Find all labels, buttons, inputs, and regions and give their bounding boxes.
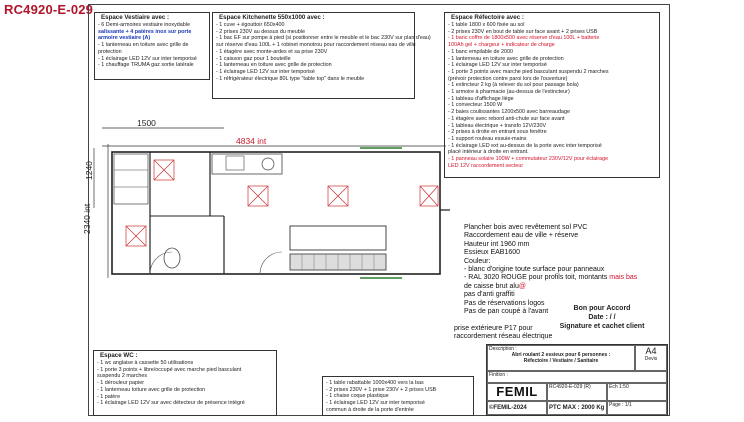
spec-line: - 1 convecteur 1500 W: [448, 102, 503, 109]
refectoire-spec-box: [444, 12, 660, 178]
spec-line: - 1 table rabattable 1000x400 vers la bas: [326, 380, 424, 386]
document-id: RC4920-E-029: [4, 2, 94, 17]
spec-line: - 6 Demi-armoires vestiaire inoxydable: [98, 22, 190, 28]
spec-line: - 1 extincteur 2 kg (à relever du sol pour passage bola): [448, 82, 579, 89]
spec-line: - 2 baies coulissantes 1200x500 avec barreaudage: [448, 109, 570, 116]
construction-note-line: Pas de pan coupé à l'avant: [464, 308, 549, 316]
construction-note-line: Essieux EAB1600: [464, 249, 521, 257]
prise-exterieure-note: [454, 325, 552, 342]
spec-line: - 1 chauffage TRUMA gaz sortie latérale: [98, 62, 194, 69]
spec-line: - 1 dérouleur papier: [97, 380, 145, 387]
description-text: Abri roulant 2 essieux pour 6 personnes :: [511, 352, 611, 358]
prise-note-line-2: raccordement réseau électrique: [454, 333, 553, 341]
spec-line: - 1 bac EF sur pompe à pied (si positionner entre le meuble et le bac 230V sur plan d'eau): [216, 35, 431, 42]
locker-block: [114, 154, 148, 204]
wc-spec-box: [93, 350, 277, 416]
vestiaire-spec-box: [94, 12, 210, 80]
dim-2340: 2340 int: [82, 203, 92, 234]
spec-line: - 2 prises 230V au dessus du meuble: [216, 28, 305, 35]
spec-line: - 1 panneau solaire 100W + commutateur 230V/12V pour éclairage: [448, 156, 609, 163]
spec-line: - 1 chaise coque plastique: [326, 393, 389, 400]
ptc-cell: PTC MAX : 2000 Kg: [547, 401, 607, 415]
wc-toilet: [164, 248, 180, 268]
refectoire-lines: [445, 22, 659, 169]
spec-line: - 1 éclairage LED ext au-dessus de la porte avec inter temporisé: [448, 142, 602, 149]
spec-line: sur réserve d'eau 100L + 1 robinet monotrou pour raccordement réseau eau de ville: [216, 42, 416, 49]
spec-line: - 1 tableau électrique + transfo 12V/230V: [448, 122, 547, 129]
spec-line: - 1 lanterneau en toiture avec grille de protection: [216, 62, 332, 69]
signature-line-1: Bon pour Accord: [573, 305, 631, 312]
spec-line: suspendu 2 marches: [97, 373, 148, 380]
femil-logo: FEMIL: [487, 383, 547, 401]
spec-line: - 1 éclairage LED 12V sur inter temporisé: [448, 62, 547, 69]
spec-line: - 1 banc coffre de 1800x500 avec réserve d'eau 100L + batterie: [448, 35, 600, 42]
vestiaire-lines: [95, 22, 209, 69]
signature-line-3: Signature et cachet client: [559, 323, 645, 330]
construction-note-line: Raccordement eau de ville + réserve: [464, 232, 579, 240]
spec-line: salissante + 4 patères inox sur porte: [98, 28, 192, 35]
construction-note-line: Plancher bois avec revêtement sol PVC: [464, 224, 588, 231]
spec-line: placé intérieur à droite en entrant.: [448, 149, 529, 156]
construction-note-line: Hauteur int 1960 mm: [464, 240, 530, 248]
spec-line: protection: [98, 48, 122, 55]
construction-note-line: Couleur:: [464, 257, 491, 265]
spec-line: armoire vestiaire (A): [98, 35, 151, 42]
bottom-lines: [323, 380, 473, 414]
copyright: ©FEMIL-2024: [487, 401, 547, 415]
spec-line: - 1 tableau d'affichage liège: [448, 95, 514, 102]
spec-line: (prévoir protection contre paroi lors de l'ouverture): [448, 75, 568, 82]
signature-block: [559, 304, 645, 344]
refectoire-bottom-box: [322, 376, 474, 416]
spec-line: - 1 étagère avec monte-ardes et sa prise 230V: [216, 48, 328, 55]
spec-line: - 1 éclairage LED 12V sur inter temporisé: [98, 55, 197, 62]
spec-line: commun à droite de la porte d'entrée: [326, 406, 414, 413]
refectoire-table: [290, 226, 386, 250]
spec-line: - 1 banc empilable de 2000: [448, 48, 514, 55]
spec-line: LED 12V raccordement secteur: [448, 162, 524, 169]
title-block: [486, 344, 668, 416]
finition-cell: [487, 371, 667, 383]
kitchenette-title: Espace Kitchenette 550x1000 avec :: [219, 14, 325, 21]
spec-line: - 1 lanterneau toiture avec grille de protection: [97, 386, 206, 393]
kitchenette-lines: [213, 22, 431, 82]
spec-line: - 1 caisson gaz pour 1 bouteille: [216, 55, 291, 62]
prise-note-line-1: prise extérieure P17 pour: [454, 325, 533, 332]
trailer-shell: [112, 152, 440, 274]
spec-line: - 2 prises 230V + 1 prise 230V + 2 prises USB: [326, 386, 437, 393]
spec-line: - 1 patère: [97, 393, 121, 400]
ref-value: RC4920-E-029 (R): [549, 384, 591, 390]
ref-cell: [547, 383, 607, 401]
construction-note-line: pas d'anti graffiti: [464, 291, 515, 299]
dim-1240: 1240: [84, 161, 94, 180]
kitchenette-spec-box: [212, 12, 431, 99]
kitchen-counter: [212, 154, 282, 174]
description-text-2: Réfectoire / Vestiaire / Sanitaire: [523, 358, 599, 364]
sink: [262, 158, 274, 170]
refectoire-title: Espace Réfectoire avec :: [451, 14, 524, 21]
dim-4834: 4834 int: [236, 136, 267, 146]
dim-1500: 1500: [137, 118, 156, 128]
page-cell: Page : 1/1: [607, 401, 667, 415]
description-label: Description :: [489, 346, 517, 352]
wc-door-swing: [150, 252, 172, 274]
format-value: A4: [645, 346, 657, 356]
spec-line: 100Ah gel + chargeur + indicateur de charge: [448, 42, 555, 49]
finition-label: Finition :: [489, 372, 508, 378]
description-cell: [487, 345, 635, 371]
spec-line: - 2 prises 230V en bout de table sur face avant + 2 prises USB: [448, 28, 598, 35]
vestiaire-title: Espace Vestiaire avec :: [101, 14, 170, 21]
spec-line: - 1 éclairage LED 12V sur avec détecteur de présence intégré: [97, 400, 245, 407]
spec-line: - 1 table 1800 x 600 fixée au sol: [448, 22, 525, 28]
spec-line: - 1 porte 3 points + libre/occupé avec marche pied basculant: [97, 366, 242, 373]
signature-line-2: Date : / /: [588, 314, 616, 321]
echelle-cell: Ech 1:50: [607, 383, 667, 401]
spec-line: - 1 cuve + égouttoir 650x400: [216, 22, 285, 28]
floor-plan: [90, 108, 450, 356]
spec-line: - 1 étagère avec rebord anti-chute sur face avant: [448, 115, 565, 122]
spec-line: - 1 armoire à pharmacie (au-dessus de l'extincteur): [448, 89, 570, 96]
construction-note-line: - blanc d'origine toute surface pour panneaux: [464, 266, 605, 274]
devis-label: Devis: [644, 356, 658, 362]
spec-line: - 2 prises à droite en entrant sous fenêtre: [448, 129, 547, 136]
wc-title: Espace WC :: [100, 352, 138, 359]
spec-line: - 1 éclairage LED 12V sur inter temporisé: [326, 400, 425, 407]
construction-note-line: - RAL 3020 ROUGE pour profils toit, montants mais bas: [464, 274, 638, 282]
spec-line: - 1 lanterneau en toiture avec grille de: [98, 42, 189, 49]
spec-line: - 1 porte 3 points avec marche pied basculant suspendu 2 marches: [448, 68, 609, 75]
spec-line: - 1 éclairage LED 12V sur inter temporisé: [216, 68, 315, 75]
construction-note-line: de caisse brut alu@: [464, 282, 526, 290]
construction-notes: [464, 224, 637, 316]
format-cell: [635, 345, 667, 371]
spec-line: - 1 lanterneau en toiture avec grille de protection: [448, 55, 564, 62]
spec-line: - 1 support rouleau essuie-mains: [448, 135, 527, 142]
construction-note-line: Pas de réservations logos: [464, 299, 545, 307]
wc-lines: [94, 360, 276, 407]
entry-door-swing: [260, 252, 282, 274]
spec-line: - 1 réfrigérateur électrique 80L type "table top" dans le meuble: [216, 75, 365, 82]
spec-line: - 1 wc anglaise à cassette 50 utilisations: [97, 360, 194, 366]
